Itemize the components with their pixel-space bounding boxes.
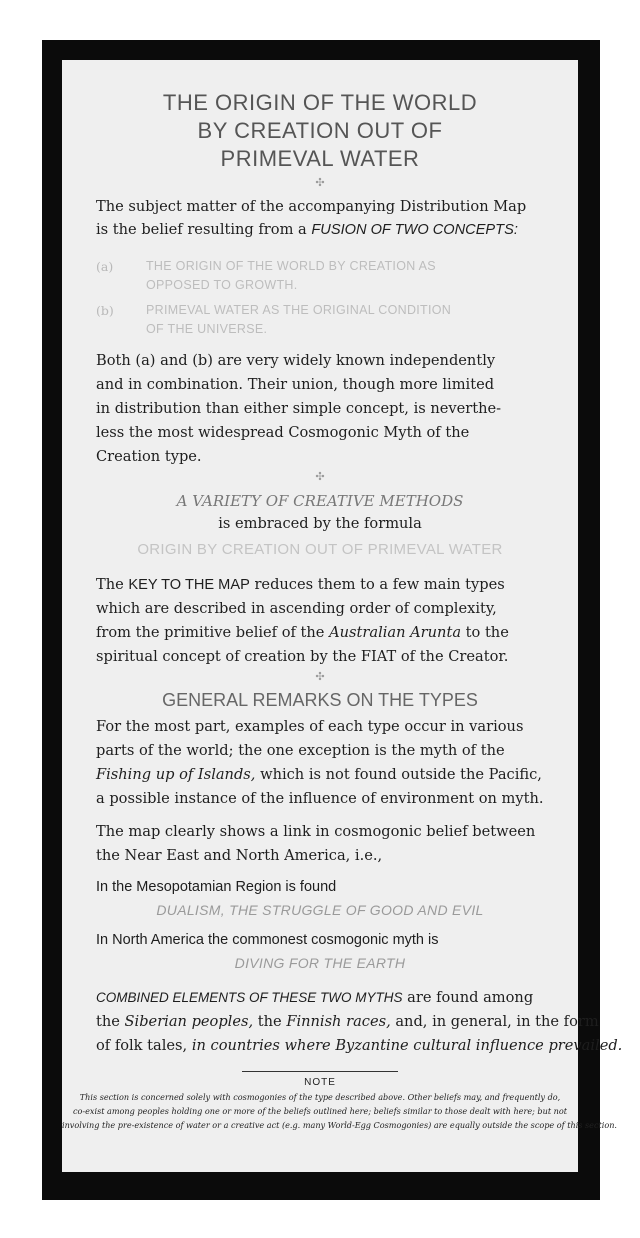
title-line-1: THE ORIGIN OF THE WORLD xyxy=(162,90,478,115)
title-line-2: BY CREATION OUT OF xyxy=(197,118,443,143)
key-line-1: The KEY TO THE MAP reduces them to a few main types xyxy=(96,576,505,593)
concept-b-line-1: PRIMEVAL WATER AS THE ORIGINAL CONDITION xyxy=(146,303,452,317)
concept-a-line-1: THE ORIGIN OF THE WORLD BY CREATION AS xyxy=(146,259,436,273)
key-line-4: spiritual concept of creation by the FIAT of the Creator. xyxy=(96,648,509,665)
concept-a-line-2: OPPOSED TO GROWTH. xyxy=(146,278,298,292)
note-line-1: This section is concerned solely with cosmogonies of the type described above. Other beliefs may, and frequently do, xyxy=(79,1092,561,1102)
intro-line-1: The subject matter of the accompanying Distribution Map xyxy=(96,198,527,215)
title-line-3: PRIMEVAL WATER xyxy=(220,146,420,171)
ornament-icon: ✣ xyxy=(315,470,325,483)
note-line-2: co-exist among peoples holding one or more of the beliefs outlined here; beliefs similar to those dealt with here; but not xyxy=(72,1106,567,1116)
combined-line-3: of folk tales, in countries where Byzantine cultural influence prevailed. xyxy=(96,1037,623,1054)
general-heading: GENERAL REMARKS ON THE TYPES xyxy=(162,690,478,710)
both-line-2: and in combination. Their union, though more limited xyxy=(96,376,495,393)
concept-b-line-2: OF THE UNIVERSE. xyxy=(146,322,268,336)
intro-line-2: is the belief resulting from a FUSION OF TWO CONCEPTS: xyxy=(96,221,518,238)
combined-line-1: COMBINED ELEMENTS OF THESE TWO MYTHS are found among xyxy=(96,989,534,1006)
note-line-3: involving the pre-existence of water or a creative act (e.g. many World-Egg Cosmogonies) are equally outside the scope of this section. xyxy=(62,1120,617,1130)
variety-heading: A VARIETY OF CREATIVE METHODS xyxy=(176,492,464,510)
map-link-line-1: The map clearly shows a link in cosmogonic belief between xyxy=(96,823,536,840)
north-america-line-2: DIVING FOR THE EARTH xyxy=(234,955,406,971)
note-heading: NOTE xyxy=(304,1077,336,1088)
general-line-1: For the most part, examples of each type occur in various xyxy=(96,718,524,735)
note-divider xyxy=(242,1071,398,1072)
key-line-2: which are described in ascending order of complexity, xyxy=(96,600,497,617)
variety-formula: ORIGIN BY CREATION OUT OF PRIMEVAL WATER xyxy=(137,541,503,558)
combined-line-2: the Siberian peoples, the Finnish races, and, in general, in the form xyxy=(96,1013,599,1030)
both-line-5: Creation type. xyxy=(96,448,202,465)
concept-a-marker: (a) xyxy=(96,259,114,274)
general-line-3: Fishing up of Islands, which is not found outside the Pacific, xyxy=(96,766,542,783)
ornament-icon: ✣ xyxy=(315,670,325,683)
ornament-icon: ✣ xyxy=(315,176,325,189)
both-line-1: Both (a) and (b) are very widely known independently xyxy=(96,352,496,369)
key-line-3: from the primitive belief of the Australian Arunta to the xyxy=(96,624,509,641)
meso-line-2: DUALISM, THE STRUGGLE OF GOOD AND EVIL xyxy=(156,902,484,918)
both-line-3: in distribution than either simple concept, is neverthe- xyxy=(96,400,502,417)
variety-line-2: is embraced by the formula xyxy=(218,515,422,532)
north-america-line-1: In North America the commonest cosmogonic myth is xyxy=(96,932,439,948)
general-line-4: a possible instance of the influence of environment on myth. xyxy=(96,790,544,807)
both-line-4: less the most widespread Cosmogonic Myth of the xyxy=(96,424,470,441)
concept-b-marker: (b) xyxy=(96,303,114,318)
general-line-2: parts of the world; the one exception is the myth of the xyxy=(96,742,505,759)
map-link-line-2: the Near East and North America, i.e., xyxy=(96,847,383,864)
display-panel xyxy=(62,60,623,1172)
meso-line-1: In the Mesopotamian Region is found xyxy=(96,879,337,895)
